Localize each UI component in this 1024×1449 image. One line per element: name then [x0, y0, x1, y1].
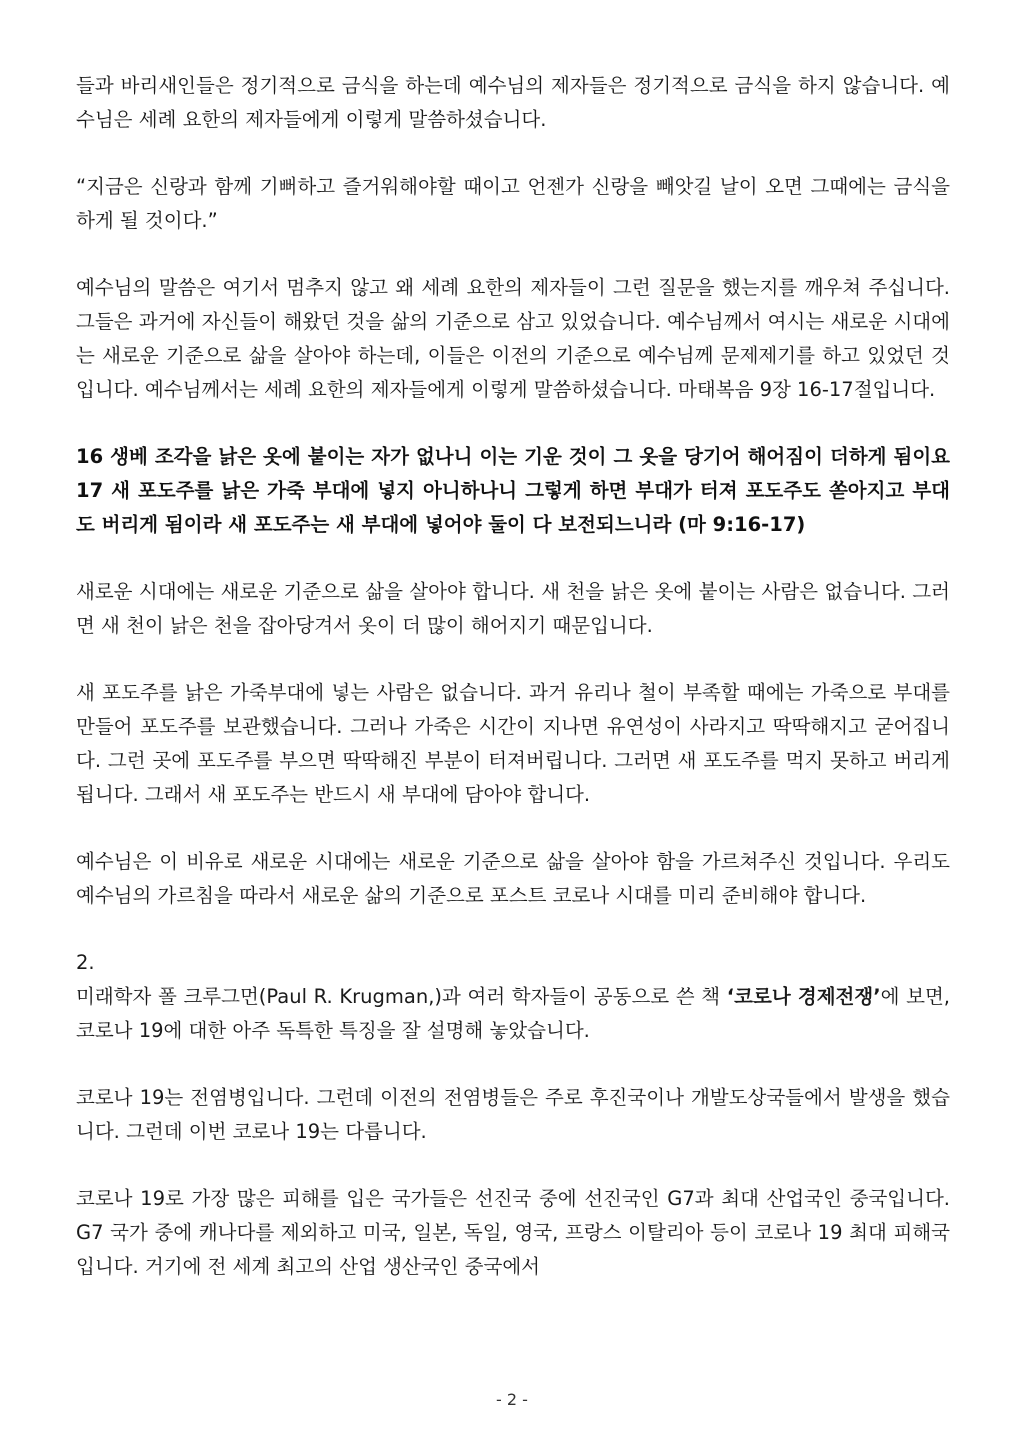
document-body — [76, 69, 950, 1317]
paragraph-8-text-start: 미래학자 폴 크루그먼(Paul R. Krugman,)과 여러 학자들이 공동으로 쓴 책 — [76, 985, 727, 1008]
scripture-quote: 16 생베 조각을 낡은 옷에 붙이는 자가 없나니 이는 기운 것이 그 옷을 당기어 해어짐이 더하게 됨이요 17 새 포도주를 낡은 가죽 부대에 넣지 아니하나니 그렇게 하면 부대가 터져 포도주도 쏟아지고 부대도 버리게 됨이라 새 포도주는 새 부대에 넣어야 둘이 다 보전되느니라 (마 9:16-17) — [76, 445, 950, 536]
section-number: 2. — [76, 951, 95, 974]
paragraph-8 — [76, 980, 950, 1048]
paragraph-6: 새 포도주를 낡은 가죽부대에 넣는 사람은 없습니다. 과거 유리나 철이 부족할 때에는 가죽으로 부대를 만들어 포도주를 보관했습니다. 그러나 가죽은 시간이 지나면 유연성이 사라지고 딱딱해지고 굳어집니다. 그런 곳에 포도주를 부으면 딱딱해진 부분이 터져버립니다. 그러면 새 포도주를 먹지 못하고 버리게 됩니다. 그래서 새 포도주는 반드시 새 부대에 담아야 합니다. — [76, 681, 950, 806]
paragraph-9: 코로나 19는 전염병입니다. 그런데 이전의 전염병들은 주로 후진국이나 개발도상국들에서 발생을 했습니다. 그런데 이번 코로나 19는 다릅니다. — [76, 1086, 950, 1143]
paragraph-5: 새로운 시대에는 새로운 기준으로 삶을 살아야 합니다. 새 천을 낡은 옷에 붙이는 사람은 없습니다. 그러면 새 천이 낡은 천을 잡아당겨서 옷이 더 많이 해어지기 때문입니다. — [76, 580, 950, 637]
paragraph-1: 들과 바리새인들은 정기적으로 금식을 하는데 예수님의 제자들은 정기적으로 금식을 하지 않습니다. 예수님은 세례 요한의 제자들에게 이렇게 말씀하셨습니다. — [76, 74, 950, 131]
paragraph-7: 예수님은 이 비유로 새로운 시대에는 새로운 기준으로 삶을 살아야 함을 가르쳐주신 것입니다. 우리도 예수님의 가르침을 따라서 새로운 삶의 기준으로 포스트 코로나 시대를 미리 준비해야 합니다. — [76, 850, 950, 907]
paragraph-8-text-end: 에 보면, 코로나 19에 대한 아주 독특한 특징을 잘 설명해 놓았습니다. — [76, 985, 950, 1042]
paragraph-10: 코로나 19로 가장 많은 피해를 입은 국가들은 선진국 중에 선진국인 G7과 최대 산업국인 중국입니다. G7 국가 중에 캐나다를 제외하고 미국, 일본, 독일, 영국, 프랑스 이탈리아 등이 코로나 19 최대 피해국입니다. 거기에 전 세계 최고의 산업 생산국인 중국에서 — [76, 1187, 950, 1278]
paragraph-3: 예수님의 말씀은 여기서 멈추지 않고 왜 세례 요한의 제자들이 그런 질문을 했는지를 깨우쳐 주십니다. 그들은 과거에 자신들이 해왔던 것을 삶의 기준으로 삼고 있었습니다. 예수님께서 여시는 새로운 시대에는 새로운 기준으로 삶을 살아야 하는데, 이들은 이전의 기준으로 예수님께 문제제기를 하고 있었던 것입니다. 예수님께서는 세례 요한의 제자들에게 이렇게 말씀하셨습니다. 마태복음 9장 16-17절입니다. — [76, 276, 950, 401]
page-number: - 2 - — [496, 1390, 528, 1409]
book-title: ‘코로나 경제전쟁’ — [726, 985, 881, 1008]
paragraph-2-quote: “지금은 신랑과 함께 기뻐하고 즐거워해야할 때이고 언젠가 신랑을 빼앗길 날이 오면 그때에는 금식을 하게 될 것이다.” — [76, 175, 950, 232]
